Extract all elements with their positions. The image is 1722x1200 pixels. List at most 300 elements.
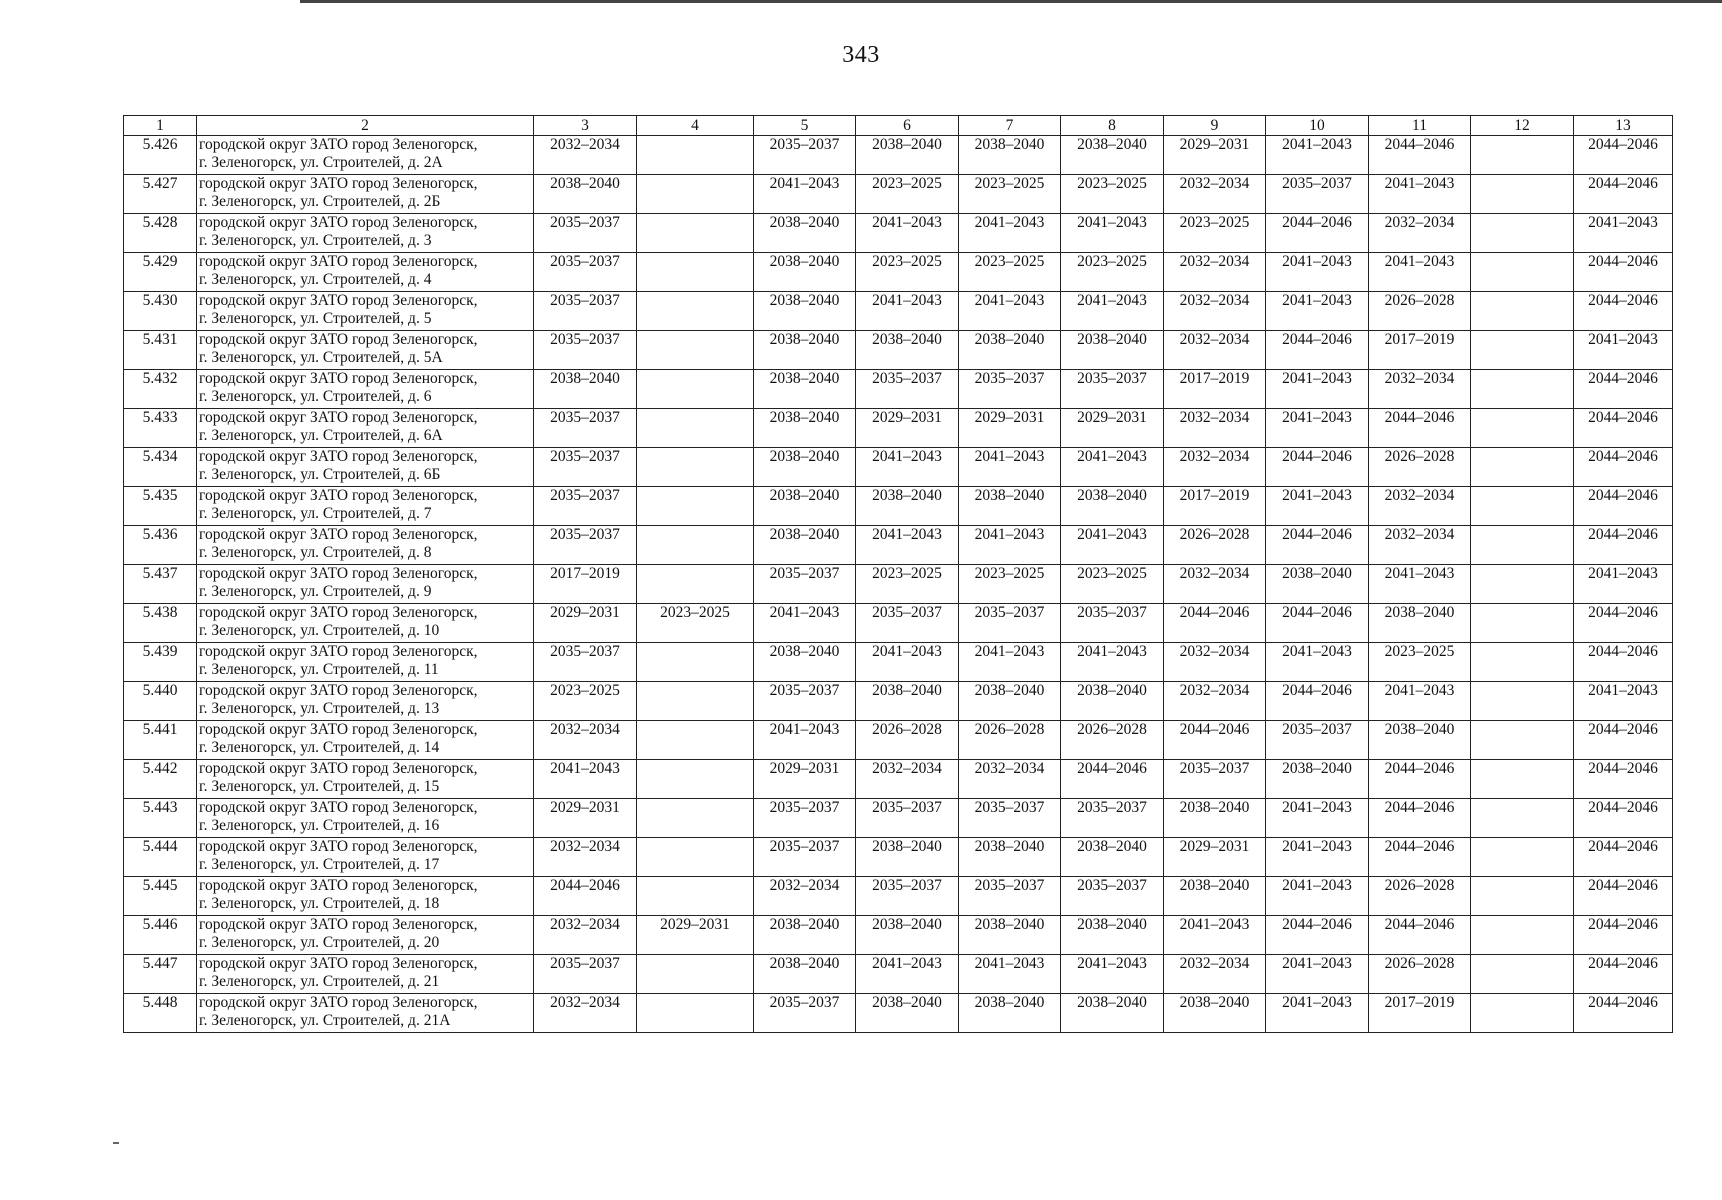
- period-cell-3: 2032–2034: [534, 721, 637, 760]
- period-cell-6: 2041–2043: [856, 292, 959, 331]
- row-number-cell: 5.444: [124, 838, 197, 877]
- period-cell-7: 2032–2034: [959, 760, 1061, 799]
- period-cell-3: 2038–2040: [534, 370, 637, 409]
- period-cell-11: 2041–2043: [1369, 175, 1471, 214]
- row-number-cell: 5.433: [124, 409, 197, 448]
- period-cell-13: 2044–2046: [1574, 175, 1673, 214]
- period-cell-11: 2041–2043: [1369, 682, 1471, 721]
- period-cell-7: 2026–2028: [959, 721, 1061, 760]
- table-row: [124, 331, 1673, 370]
- period-cell-12: [1471, 994, 1574, 1033]
- column-header-9: 9: [1164, 116, 1266, 136]
- period-cell-3: 2038–2040: [534, 175, 637, 214]
- period-cell-3: 2032–2034: [534, 136, 637, 175]
- period-cell-13: 2044–2046: [1574, 409, 1673, 448]
- period-cell-9: 2023–2025: [1164, 214, 1266, 253]
- period-cell-10: 2041–2043: [1266, 409, 1369, 448]
- period-cell-6: 2038–2040: [856, 487, 959, 526]
- address-cell: городской округ ЗАТО город Зеленогорск, г. Зеленогорск, ул. Строителей, д. 4: [197, 253, 534, 292]
- period-cell-5: 2038–2040: [754, 526, 856, 565]
- period-cell-3: 2035–2037: [534, 526, 637, 565]
- period-cell-9: 2032–2034: [1164, 292, 1266, 331]
- period-cell-9: 2038–2040: [1164, 994, 1266, 1033]
- period-cell-9: 2032–2034: [1164, 331, 1266, 370]
- table-row: [124, 955, 1673, 994]
- period-cell-3: 2035–2037: [534, 643, 637, 682]
- period-cell-4: [637, 409, 754, 448]
- period-cell-5: 2038–2040: [754, 916, 856, 955]
- period-cell-3: 2032–2034: [534, 994, 637, 1033]
- period-cell-9: 2032–2034: [1164, 175, 1266, 214]
- table-row: [124, 370, 1673, 409]
- period-cell-12: [1471, 877, 1574, 916]
- table-row: [124, 682, 1673, 721]
- period-cell-5: 2029–2031: [754, 760, 856, 799]
- period-cell-3: 2041–2043: [534, 760, 637, 799]
- period-cell-9: 2038–2040: [1164, 877, 1266, 916]
- period-cell-11: 2032–2034: [1369, 370, 1471, 409]
- period-cell-7: 2035–2037: [959, 370, 1061, 409]
- period-cell-6: 2041–2043: [856, 214, 959, 253]
- period-cell-7: 2041–2043: [959, 955, 1061, 994]
- table-row: [124, 214, 1673, 253]
- period-cell-5: 2032–2034: [754, 877, 856, 916]
- period-cell-8: 2038–2040: [1061, 331, 1164, 370]
- period-cell-12: [1471, 253, 1574, 292]
- column-header-11: 11: [1369, 116, 1471, 136]
- period-cell-4: [637, 838, 754, 877]
- row-number-cell: 5.439: [124, 643, 197, 682]
- period-cell-11: 2044–2046: [1369, 916, 1471, 955]
- address-cell: городской округ ЗАТО город Зеленогорск, г. Зеленогорск, ул. Строителей, д. 14: [197, 721, 534, 760]
- address-cell: городской округ ЗАТО город Зеленогорск, г. Зеленогорск, ул. Строителей, д. 15: [197, 760, 534, 799]
- header-row: [124, 116, 1673, 136]
- address-cell: городской округ ЗАТО город Зеленогорск, г. Зеленогорск, ул. Строителей, д. 2Б: [197, 175, 534, 214]
- period-cell-11: 2026–2028: [1369, 877, 1471, 916]
- period-cell-3: 2035–2037: [534, 253, 637, 292]
- period-cell-10: 2035–2037: [1266, 721, 1369, 760]
- period-cell-9: 2044–2046: [1164, 721, 1266, 760]
- period-cell-7: 2035–2037: [959, 799, 1061, 838]
- period-cell-10: 2044–2046: [1266, 214, 1369, 253]
- period-cell-8: 2026–2028: [1061, 721, 1164, 760]
- period-cell-9: 2029–2031: [1164, 136, 1266, 175]
- period-cell-10: 2041–2043: [1266, 292, 1369, 331]
- period-cell-8: 2038–2040: [1061, 136, 1164, 175]
- period-cell-10: 2041–2043: [1266, 253, 1369, 292]
- period-cell-12: [1471, 136, 1574, 175]
- row-number-cell: 5.430: [124, 292, 197, 331]
- period-cell-8: 2029–2031: [1061, 409, 1164, 448]
- period-cell-9: 2035–2037: [1164, 760, 1266, 799]
- row-number-cell: 5.432: [124, 370, 197, 409]
- table-row: [124, 916, 1673, 955]
- period-cell-5: 2038–2040: [754, 409, 856, 448]
- column-header-5: 5: [754, 116, 856, 136]
- period-cell-7: 2038–2040: [959, 136, 1061, 175]
- period-cell-9: 2032–2034: [1164, 643, 1266, 682]
- period-cell-10: 2041–2043: [1266, 955, 1369, 994]
- table-row: [124, 253, 1673, 292]
- address-cell: городской округ ЗАТО город Зеленогорск, г. Зеленогорск, ул. Строителей, д. 13: [197, 682, 534, 721]
- period-cell-13: 2044–2046: [1574, 838, 1673, 877]
- period-cell-12: [1471, 760, 1574, 799]
- period-cell-10: 2044–2046: [1266, 916, 1369, 955]
- period-cell-13: 2044–2046: [1574, 253, 1673, 292]
- period-cell-7: 2035–2037: [959, 604, 1061, 643]
- scan-mark: [113, 1142, 119, 1144]
- period-cell-4: [637, 799, 754, 838]
- period-cell-13: 2044–2046: [1574, 487, 1673, 526]
- period-cell-10: 2038–2040: [1266, 760, 1369, 799]
- row-number-cell: 5.427: [124, 175, 197, 214]
- period-cell-5: 2035–2037: [754, 838, 856, 877]
- period-cell-12: [1471, 214, 1574, 253]
- period-cell-13: 2044–2046: [1574, 643, 1673, 682]
- period-cell-6: 2038–2040: [856, 136, 959, 175]
- period-cell-11: 2026–2028: [1369, 448, 1471, 487]
- period-cell-6: 2023–2025: [856, 565, 959, 604]
- address-cell: городской округ ЗАТО город Зеленогорск, г. Зеленогорск, ул. Строителей, д. 10: [197, 604, 534, 643]
- address-cell: городской округ ЗАТО город Зеленогорск, г. Зеленогорск, ул. Строителей, д. 8: [197, 526, 534, 565]
- column-header-3: 3: [534, 116, 637, 136]
- period-cell-11: 2038–2040: [1369, 604, 1471, 643]
- table-row: [124, 877, 1673, 916]
- period-cell-13: 2044–2046: [1574, 955, 1673, 994]
- period-cell-8: 2041–2043: [1061, 448, 1164, 487]
- period-cell-3: 2035–2037: [534, 448, 637, 487]
- period-cell-11: 2023–2025: [1369, 643, 1471, 682]
- row-number-cell: 5.445: [124, 877, 197, 916]
- period-cell-3: 2032–2034: [534, 916, 637, 955]
- period-cell-11: 2044–2046: [1369, 409, 1471, 448]
- period-cell-7: 2029–2031: [959, 409, 1061, 448]
- period-cell-4: [637, 175, 754, 214]
- period-cell-11: 2044–2046: [1369, 760, 1471, 799]
- period-cell-5: 2038–2040: [754, 214, 856, 253]
- period-cell-8: 2035–2037: [1061, 604, 1164, 643]
- period-cell-11: 2032–2034: [1369, 214, 1471, 253]
- period-cell-10: 2041–2043: [1266, 799, 1369, 838]
- period-cell-8: 2038–2040: [1061, 682, 1164, 721]
- period-cell-11: 2026–2028: [1369, 955, 1471, 994]
- period-cell-12: [1471, 604, 1574, 643]
- period-cell-6: 2038–2040: [856, 331, 959, 370]
- period-cell-4: [637, 760, 754, 799]
- period-cell-9: 2032–2034: [1164, 409, 1266, 448]
- period-cell-12: [1471, 487, 1574, 526]
- period-cell-10: 2044–2046: [1266, 331, 1369, 370]
- period-cell-13: 2044–2046: [1574, 916, 1673, 955]
- period-cell-7: 2038–2040: [959, 916, 1061, 955]
- period-cell-4: [637, 721, 754, 760]
- period-cell-5: 2038–2040: [754, 643, 856, 682]
- period-cell-6: 2035–2037: [856, 877, 959, 916]
- period-cell-12: [1471, 331, 1574, 370]
- row-number-cell: 5.431: [124, 331, 197, 370]
- period-cell-6: 2038–2040: [856, 994, 959, 1033]
- period-cell-13: 2044–2046: [1574, 877, 1673, 916]
- table-row: [124, 136, 1673, 175]
- period-cell-11: 2038–2040: [1369, 721, 1471, 760]
- row-number-cell: 5.435: [124, 487, 197, 526]
- period-cell-4: [637, 253, 754, 292]
- top-border-rule: [300, 0, 1722, 3]
- period-cell-3: 2035–2037: [534, 487, 637, 526]
- period-cell-8: 2035–2037: [1061, 877, 1164, 916]
- period-cell-13: 2044–2046: [1574, 994, 1673, 1033]
- period-cell-11: 2017–2019: [1369, 331, 1471, 370]
- period-cell-5: 2038–2040: [754, 253, 856, 292]
- period-cell-10: 2041–2043: [1266, 370, 1369, 409]
- period-cell-9: 2032–2034: [1164, 682, 1266, 721]
- column-header-7: 7: [959, 116, 1061, 136]
- period-cell-5: 2038–2040: [754, 292, 856, 331]
- period-cell-7: 2041–2043: [959, 292, 1061, 331]
- row-number-cell: 5.428: [124, 214, 197, 253]
- period-cell-12: [1471, 565, 1574, 604]
- period-cell-6: 2041–2043: [856, 643, 959, 682]
- period-cell-9: 2044–2046: [1164, 604, 1266, 643]
- period-cell-3: 2044–2046: [534, 877, 637, 916]
- column-header-4: 4: [637, 116, 754, 136]
- table-row: [124, 838, 1673, 877]
- row-number-cell: 5.426: [124, 136, 197, 175]
- row-number-cell: 5.438: [124, 604, 197, 643]
- period-cell-7: 2023–2025: [959, 565, 1061, 604]
- column-header-6: 6: [856, 116, 959, 136]
- table-row: [124, 487, 1673, 526]
- table-row: [124, 526, 1673, 565]
- row-number-cell: 5.437: [124, 565, 197, 604]
- period-cell-6: 2035–2037: [856, 370, 959, 409]
- row-number-cell: 5.442: [124, 760, 197, 799]
- period-cell-6: 2023–2025: [856, 253, 959, 292]
- period-cell-12: [1471, 838, 1574, 877]
- period-cell-9: 2017–2019: [1164, 370, 1266, 409]
- period-cell-3: 2023–2025: [534, 682, 637, 721]
- period-cell-9: 2032–2034: [1164, 253, 1266, 292]
- table-body: [124, 136, 1673, 1033]
- period-cell-12: [1471, 448, 1574, 487]
- period-cell-12: [1471, 799, 1574, 838]
- period-cell-13: 2041–2043: [1574, 214, 1673, 253]
- period-cell-7: 2035–2037: [959, 877, 1061, 916]
- period-cell-8: 2041–2043: [1061, 292, 1164, 331]
- period-cell-7: 2041–2043: [959, 448, 1061, 487]
- period-cell-8: 2023–2025: [1061, 565, 1164, 604]
- period-cell-13: 2044–2046: [1574, 604, 1673, 643]
- period-cell-3: 2035–2037: [534, 409, 637, 448]
- table-row: [124, 448, 1673, 487]
- period-cell-11: 2017–2019: [1369, 994, 1471, 1033]
- period-cell-10: 2041–2043: [1266, 877, 1369, 916]
- period-cell-6: 2038–2040: [856, 838, 959, 877]
- period-cell-5: 2041–2043: [754, 175, 856, 214]
- period-cell-8: 2041–2043: [1061, 214, 1164, 253]
- table-row: [124, 643, 1673, 682]
- period-cell-7: 2038–2040: [959, 331, 1061, 370]
- period-cell-3: 2029–2031: [534, 799, 637, 838]
- period-cell-6: 2029–2031: [856, 409, 959, 448]
- period-cell-9: 2038–2040: [1164, 799, 1266, 838]
- period-cell-8: 2038–2040: [1061, 916, 1164, 955]
- period-cell-4: [637, 292, 754, 331]
- period-cell-6: 2035–2037: [856, 604, 959, 643]
- period-cell-12: [1471, 175, 1574, 214]
- row-number-cell: 5.436: [124, 526, 197, 565]
- period-cell-5: 2038–2040: [754, 487, 856, 526]
- table-row: [124, 292, 1673, 331]
- period-cell-9: 2041–2043: [1164, 916, 1266, 955]
- period-cell-6: 2038–2040: [856, 682, 959, 721]
- period-cell-12: [1471, 955, 1574, 994]
- table-row: [124, 760, 1673, 799]
- period-cell-10: 2038–2040: [1266, 565, 1369, 604]
- period-cell-11: 2044–2046: [1369, 136, 1471, 175]
- period-cell-5: 2038–2040: [754, 955, 856, 994]
- period-cell-9: 2017–2019: [1164, 487, 1266, 526]
- period-cell-11: 2044–2046: [1369, 799, 1471, 838]
- period-cell-7: 2041–2043: [959, 214, 1061, 253]
- period-cell-13: 2044–2046: [1574, 370, 1673, 409]
- period-cell-9: 2032–2034: [1164, 955, 1266, 994]
- period-cell-5: 2035–2037: [754, 799, 856, 838]
- period-cell-8: 2044–2046: [1061, 760, 1164, 799]
- row-number-cell: 5.441: [124, 721, 197, 760]
- period-cell-3: 2035–2037: [534, 331, 637, 370]
- column-header-12: 12: [1471, 116, 1574, 136]
- period-cell-3: 2035–2037: [534, 214, 637, 253]
- row-number-cell: 5.447: [124, 955, 197, 994]
- period-cell-13: 2044–2046: [1574, 760, 1673, 799]
- period-cell-7: 2023–2025: [959, 253, 1061, 292]
- period-cell-3: 2029–2031: [534, 604, 637, 643]
- period-cell-13: 2044–2046: [1574, 136, 1673, 175]
- period-cell-8: 2023–2025: [1061, 253, 1164, 292]
- period-cell-12: [1471, 721, 1574, 760]
- period-cell-4: [637, 565, 754, 604]
- row-number-cell: 5.446: [124, 916, 197, 955]
- address-cell: городской округ ЗАТО город Зеленогорск, г. Зеленогорск, ул. Строителей, д. 6А: [197, 409, 534, 448]
- address-cell: городской округ ЗАТО город Зеленогорск, г. Зеленогорск, ул. Строителей, д. 21А: [197, 994, 534, 1033]
- period-cell-10: 2035–2037: [1266, 175, 1369, 214]
- period-cell-12: [1471, 370, 1574, 409]
- table-row: [124, 604, 1673, 643]
- period-cell-3: 2017–2019: [534, 565, 637, 604]
- period-cell-7: 2023–2025: [959, 175, 1061, 214]
- period-cell-5: 2035–2037: [754, 565, 856, 604]
- period-cell-5: 2038–2040: [754, 370, 856, 409]
- period-cell-5: 2038–2040: [754, 448, 856, 487]
- period-cell-5: 2035–2037: [754, 682, 856, 721]
- table-row: [124, 799, 1673, 838]
- period-cell-8: 2023–2025: [1061, 175, 1164, 214]
- period-cell-4: 2029–2031: [637, 916, 754, 955]
- period-cell-6: 2032–2034: [856, 760, 959, 799]
- row-number-cell: 5.443: [124, 799, 197, 838]
- column-header-13: 13: [1574, 116, 1673, 136]
- period-cell-12: [1471, 292, 1574, 331]
- period-cell-11: 2032–2034: [1369, 487, 1471, 526]
- period-cell-11: 2044–2046: [1369, 838, 1471, 877]
- period-cell-5: 2035–2037: [754, 994, 856, 1033]
- period-cell-6: 2038–2040: [856, 916, 959, 955]
- column-header-8: 8: [1061, 116, 1164, 136]
- column-header-10: 10: [1266, 116, 1369, 136]
- period-cell-13: 2041–2043: [1574, 331, 1673, 370]
- period-cell-10: 2041–2043: [1266, 643, 1369, 682]
- address-cell: городской округ ЗАТО город Зеленогорск, г. Зеленогорск, ул. Строителей, д. 11: [197, 643, 534, 682]
- period-cell-4: 2023–2025: [637, 604, 754, 643]
- period-cell-13: 2044–2046: [1574, 292, 1673, 331]
- period-cell-4: [637, 448, 754, 487]
- period-cell-9: 2032–2034: [1164, 448, 1266, 487]
- period-cell-3: 2032–2034: [534, 838, 637, 877]
- period-cell-6: 2041–2043: [856, 448, 959, 487]
- period-cell-8: 2041–2043: [1061, 955, 1164, 994]
- period-cell-4: [637, 370, 754, 409]
- period-cell-4: [637, 994, 754, 1033]
- period-cell-10: 2041–2043: [1266, 838, 1369, 877]
- period-cell-3: 2035–2037: [534, 292, 637, 331]
- row-number-cell: 5.429: [124, 253, 197, 292]
- period-cell-6: 2041–2043: [856, 955, 959, 994]
- period-cell-8: 2038–2040: [1061, 994, 1164, 1033]
- address-cell: городской округ ЗАТО город Зеленогорск, г. Зеленогорск, ул. Строителей, д. 9: [197, 565, 534, 604]
- period-cell-5: 2041–2043: [754, 721, 856, 760]
- period-cell-11: 2041–2043: [1369, 253, 1471, 292]
- period-cell-6: 2026–2028: [856, 721, 959, 760]
- period-cell-5: 2035–2037: [754, 136, 856, 175]
- address-cell: городской округ ЗАТО город Зеленогорск, г. Зеленогорск, ул. Строителей, д. 5А: [197, 331, 534, 370]
- period-cell-13: 2044–2046: [1574, 448, 1673, 487]
- period-cell-4: [637, 526, 754, 565]
- address-cell: городской округ ЗАТО город Зеленогорск, г. Зеленогорск, ул. Строителей, д. 18: [197, 877, 534, 916]
- period-cell-9: 2026–2028: [1164, 526, 1266, 565]
- period-cell-4: [637, 136, 754, 175]
- period-cell-10: 2041–2043: [1266, 136, 1369, 175]
- address-cell: городской округ ЗАТО город Зеленогорск, г. Зеленогорск, ул. Строителей, д. 6Б: [197, 448, 534, 487]
- period-cell-12: [1471, 682, 1574, 721]
- period-cell-10: 2041–2043: [1266, 994, 1369, 1033]
- period-cell-6: 2035–2037: [856, 799, 959, 838]
- column-header-2: 2: [197, 116, 534, 136]
- period-cell-7: 2038–2040: [959, 487, 1061, 526]
- period-cell-7: 2038–2040: [959, 994, 1061, 1033]
- period-cell-4: [637, 331, 754, 370]
- schedule-table: [123, 115, 1673, 1033]
- period-cell-10: 2044–2046: [1266, 526, 1369, 565]
- period-cell-9: 2029–2031: [1164, 838, 1266, 877]
- period-cell-12: [1471, 643, 1574, 682]
- address-cell: городской округ ЗАТО город Зеленогорск, г. Зеленогорск, ул. Строителей, д. 2А: [197, 136, 534, 175]
- period-cell-12: [1471, 916, 1574, 955]
- period-cell-8: 2035–2037: [1061, 799, 1164, 838]
- period-cell-11: 2026–2028: [1369, 292, 1471, 331]
- period-cell-4: [637, 214, 754, 253]
- period-cell-7: 2038–2040: [959, 838, 1061, 877]
- period-cell-10: 2044–2046: [1266, 448, 1369, 487]
- period-cell-4: [637, 682, 754, 721]
- period-cell-12: [1471, 409, 1574, 448]
- address-cell: городской округ ЗАТО город Зеленогорск, г. Зеленогорск, ул. Строителей, д. 20: [197, 916, 534, 955]
- period-cell-11: 2041–2043: [1369, 565, 1471, 604]
- period-cell-13: 2041–2043: [1574, 565, 1673, 604]
- period-cell-4: [637, 487, 754, 526]
- period-cell-4: [637, 643, 754, 682]
- address-cell: городской округ ЗАТО город Зеленогорск, г. Зеленогорск, ул. Строителей, д. 16: [197, 799, 534, 838]
